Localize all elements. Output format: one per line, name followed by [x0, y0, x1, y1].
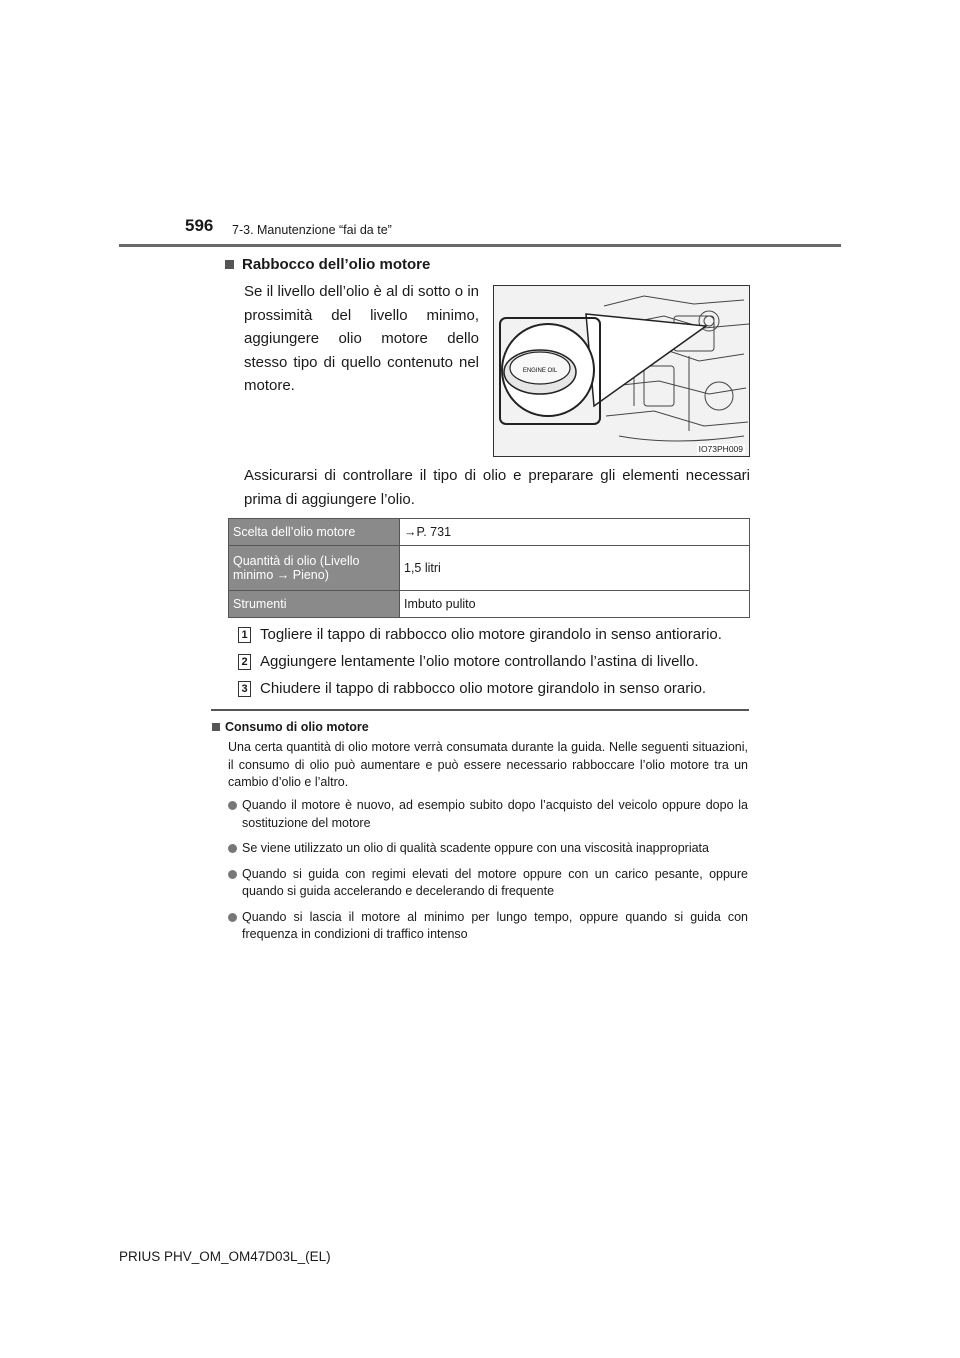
- figure-code: IO73PH009: [698, 444, 743, 454]
- oil-spec-table: [228, 518, 750, 618]
- cap-label: ENGINE OIL: [522, 368, 558, 374]
- step-text: Togliere il tappo di rabbocco olio motore girandolo in senso antiorario.: [260, 626, 722, 643]
- section-heading: [225, 256, 430, 273]
- header-divider: [119, 244, 841, 247]
- note-divider: [211, 709, 749, 711]
- table-label: Scelta dell’olio motore: [229, 519, 400, 546]
- bullet-text: Se viene utilizzato un olio di qualità scadente oppure con una viscosità inappropriata: [242, 841, 709, 855]
- square-bullet-icon: [212, 723, 220, 731]
- running-header: 7-3. Manutenzione “fai da te”: [232, 223, 392, 237]
- table-value: →P. 731: [400, 519, 750, 546]
- circle-bullet-icon: [228, 913, 237, 922]
- step-item: [238, 648, 758, 675]
- intro-paragraph: Se il livello dell’olio è al di sotto o in prossimità del livello minimo, aggiungere olio motore dello stesso tipo di quello contenuto nel motore.: [244, 283, 479, 395]
- step-number-badge: 3: [238, 681, 251, 697]
- step-number-badge: 2: [238, 654, 251, 670]
- table-value: 1,5 litri: [400, 546, 750, 591]
- list-item: [228, 909, 748, 944]
- list-item: [228, 797, 748, 832]
- document-code-footer: PRIUS PHV_OM_OM47D03L_(EL): [119, 1249, 331, 1264]
- step-list: [238, 621, 758, 702]
- section-title: Rabbocco dell’olio motore: [242, 256, 431, 273]
- page-number: 596: [185, 216, 214, 235]
- circle-bullet-icon: [228, 870, 237, 879]
- table-value: Imbuto pulito: [400, 591, 750, 618]
- list-item: [228, 840, 748, 858]
- step-item: [238, 621, 758, 648]
- step-number-badge: 1: [238, 627, 251, 643]
- table-row: [229, 546, 750, 591]
- engine-oil-cap-illustration: [493, 285, 750, 457]
- table-label: Strumenti: [229, 591, 400, 618]
- bullet-text: Quando si lascia il motore al minimo per lungo tempo, oppure quando si guida con frequenza in condizioni di traffico intenso: [242, 909, 748, 941]
- bullet-text: Quando il motore è nuovo, ad esempio subito dopo l’acquisto del veicolo oppure dopo la sostituzione del motore: [242, 798, 748, 830]
- square-bullet-icon: [225, 260, 234, 269]
- note-heading: [212, 720, 369, 734]
- circle-bullet-icon: [228, 801, 237, 810]
- table-label: Quantità di olio (Livello minimo → Pieno): [229, 546, 400, 591]
- step-item: [238, 675, 758, 702]
- circle-bullet-icon: [228, 844, 237, 853]
- step-text: Chiudere il tappo di rabbocco olio motore girandolo in senso orario.: [260, 680, 707, 697]
- table-row: [229, 519, 750, 546]
- bullet-text: Quando si guida con regimi elevati del motore oppure con un carico pesante, oppure quando si guida accelerando e decelerando di frequente: [242, 866, 748, 898]
- step-text: Aggiungere lentamente l’olio motore controllando l’astina di livello.: [260, 653, 699, 670]
- prep-paragraph: Assicurarsi di controllare il tipo di olio e preparare gli elementi necessari prima di aggiungere l’olio.: [244, 467, 750, 508]
- engine-bay-drawing: [494, 286, 750, 457]
- list-item: [228, 866, 748, 901]
- note-title: Consumo di olio motore: [225, 720, 369, 734]
- note-paragraph: Una certa quantità di olio motore verrà consumata durante la guida. Nelle seguenti situazioni, il consumo di olio può aumentare e può essere necessario rabboccare l’olio motore tra un cambio d’olio e l’altro.: [228, 740, 748, 789]
- table-row: [229, 591, 750, 618]
- note-bullet-list: [228, 797, 748, 952]
